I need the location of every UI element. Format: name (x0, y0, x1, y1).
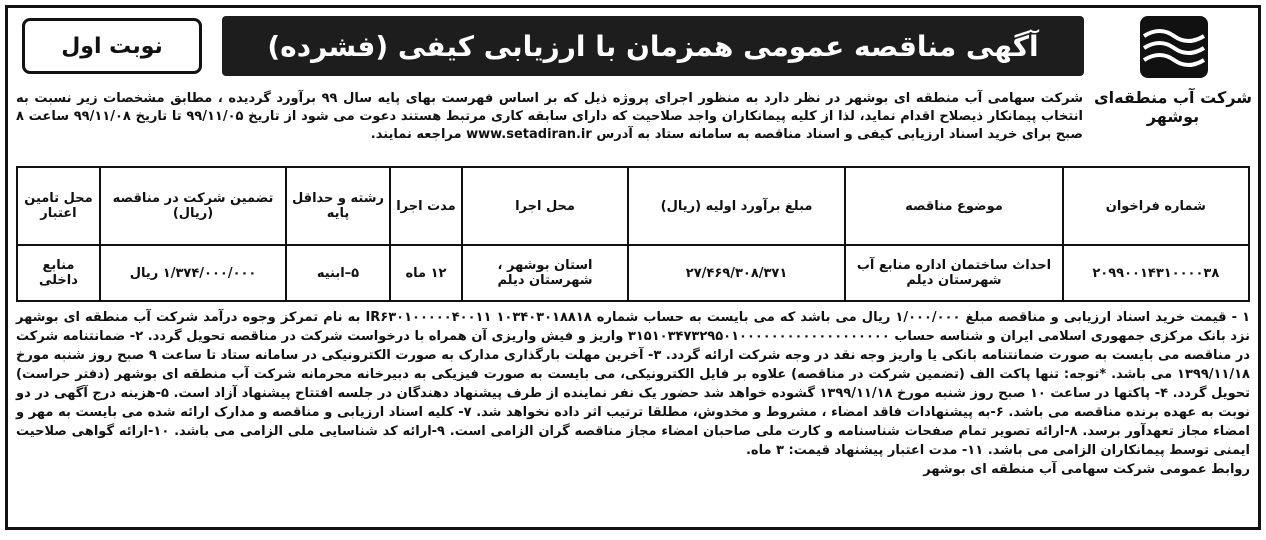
cell-estimate: ۲۷/۴۶۹/۳۰۸/۳۷۱ (628, 245, 845, 301)
conditions-text: ۱ - قیمت خرید اسناد ارزیابی و مناقصه مبلغ ۱/۰۰۰/۰۰۰ ریال می باشد که می بایست به حساب شماره ۱۰۳۴۰۳۰۱۸۸۱۸ IR۶۳۰۱۰۰۰۰۰۴۰۰۱۱ به نام تمرکز وجوه درآمد شرکت آب منطقه ای بوشهر نزد بانک مرکزی جمهوری اسلامی ایران و شناسه حساب ۳۱۵۱۰۳۴۷۳۲۹۵۰۱۰۰۰۰۰۰۰۰۰۰۰۰۰۰۰۰۰۰۰ واریز و فیش واریزی آن همراه با درخواست شرکت در مناقصه تحویل گردد. ۲- ضمانتنامه شرکت در مناقصه می بایست به صورت ضمانتنامه بانکی یا واریز وجه نقد در وجه شرکت ارائه گردد. ۳- آخرین مهلت بارگذاری مدارک به صورت الکترونیکی در سامانه ستاد تا ساعت ۹ صبح روز شنبه مورخ ۱۳۹۹/۱۱/۱۸ می باشد. *توجه: تنها پاکت الف (تضمین شرکت در مناقصه) علاوه بر فایل الکترونیکی، می بایست به صورت فیزیکی به دبیرخانه محرمانه شرکت آب منطقه ای بوشهر (دفتر حراست) تحویل گردد. ۴- پاکتها در ساعت ۱۰ صبح روز شنبه مورخ ۱۳۹۹/۱۱/۱۸ گشوده خواهد شد حضور یک نفر نماینده از طرف پیشنهاد دهندگان در جلسه افتتاح پیشنهاد آزاد است. ۵-هزینه درج آگهی در دو نوبت به عهده برنده مناقصه می باشد. ۶-به پیشنهادات فاقد امضاء ، مشروط و مخدوش، مطلقا ترتیب اثر داده نخواهد شد. ۷- کلیه اسناد ارزیابی و مناقصه و مدارک ارائه شده می بایست به مهر و امضاء مجاز تعهدآور برسد. ۸-ارائه تصویر تمام صفحات شناسنامه و کارت ملی صاحبان امضاء مجاز مناقصه گران الزامی است. ۹-ارائه کد شناسایی ملی الزامی می باشد. ۱۰-ارائه گواهی صلاحیت ایمنی توسط پیمانکاران الزامی می باشد. ۱۱- مدت اعتبار پیشنهاد قیمت: ۳ ماه. (16, 310, 1251, 458)
cell-location: استان بوشهر ، شهرستان دیلم (462, 245, 628, 301)
header-funding: محل تامین اعتبار (17, 167, 100, 245)
cell-guarantee: ۱/۳۷۴/۰۰۰/۰۰۰ ریال (100, 245, 286, 301)
cell-call-no: ۲۰۹۹۰۰۱۴۳۱۰۰۰۰۳۸ (1063, 245, 1249, 301)
header-guarantee: تضمین شرکت در مناقصه (ریال) (100, 167, 286, 245)
water-wave-logo-icon (1100, 14, 1250, 84)
notice-header (12, 12, 1254, 86)
header-subject: موضوع مناقصه (845, 167, 1062, 245)
tender-table (16, 166, 1250, 302)
table-header-row (17, 167, 1249, 245)
header-duration: مدت اجرا (390, 167, 462, 245)
header-location: محل اجرا (462, 167, 628, 245)
round-badge: نوبت اول (22, 18, 202, 74)
notice-title: آگهی مناقصه عمومی همزمان با ارزیابی کیفی (فشرده) (222, 16, 1084, 76)
cell-grade: ۵–ابنیه (286, 245, 390, 301)
cell-funding: منابع داخلی (17, 245, 100, 301)
table-row (17, 245, 1249, 301)
signature: روابط عمومی شرکت سهامی آب منطقه ای بوشهر (923, 462, 1250, 477)
intro-paragraph: شرکت سهامی آب منطقه ای بوشهر در نظر دارد به منظور اجرای پروژه ذیل که بر اساس فهرست بهای پایه سال ۹۹ برآورد گردیده ، مطابق مشخصات زیر نسبت به انتخاب پیمانکار ذیصلاح اقدام نماید، لذا از کلیه پیمانکاران واجد صلاحیت که دارای سابقه کاری مرتبط هستند دعوت می شود از تاریخ ۹۹/۱۱/۰۵ تا تاریخ ۹۹/۱۱/۰۸ ساعت ۸ صبح برای خرید اسناد ارزیابی کیفی و اسناد مناقصه به سامانه ستاد به آدرس www.setadiran.ir مراجعه نمایند. (16, 91, 1084, 142)
header-estimate: مبلغ برآورد اولیه (ریال) (628, 167, 845, 245)
company-name: شرکت آب منطقه‌ای بوشهر (1093, 88, 1253, 126)
header-call-no: شماره فراخوان (1063, 167, 1249, 245)
conditions-paragraph (16, 308, 1250, 479)
header-grade: رشته و حداقل پایه (286, 167, 390, 245)
cell-subject: احداث ساختمان اداره منابع آب شهرستان دیلم (845, 245, 1062, 301)
cell-duration: ۱۲ ماه (390, 245, 462, 301)
tender-notice (5, 5, 1261, 530)
